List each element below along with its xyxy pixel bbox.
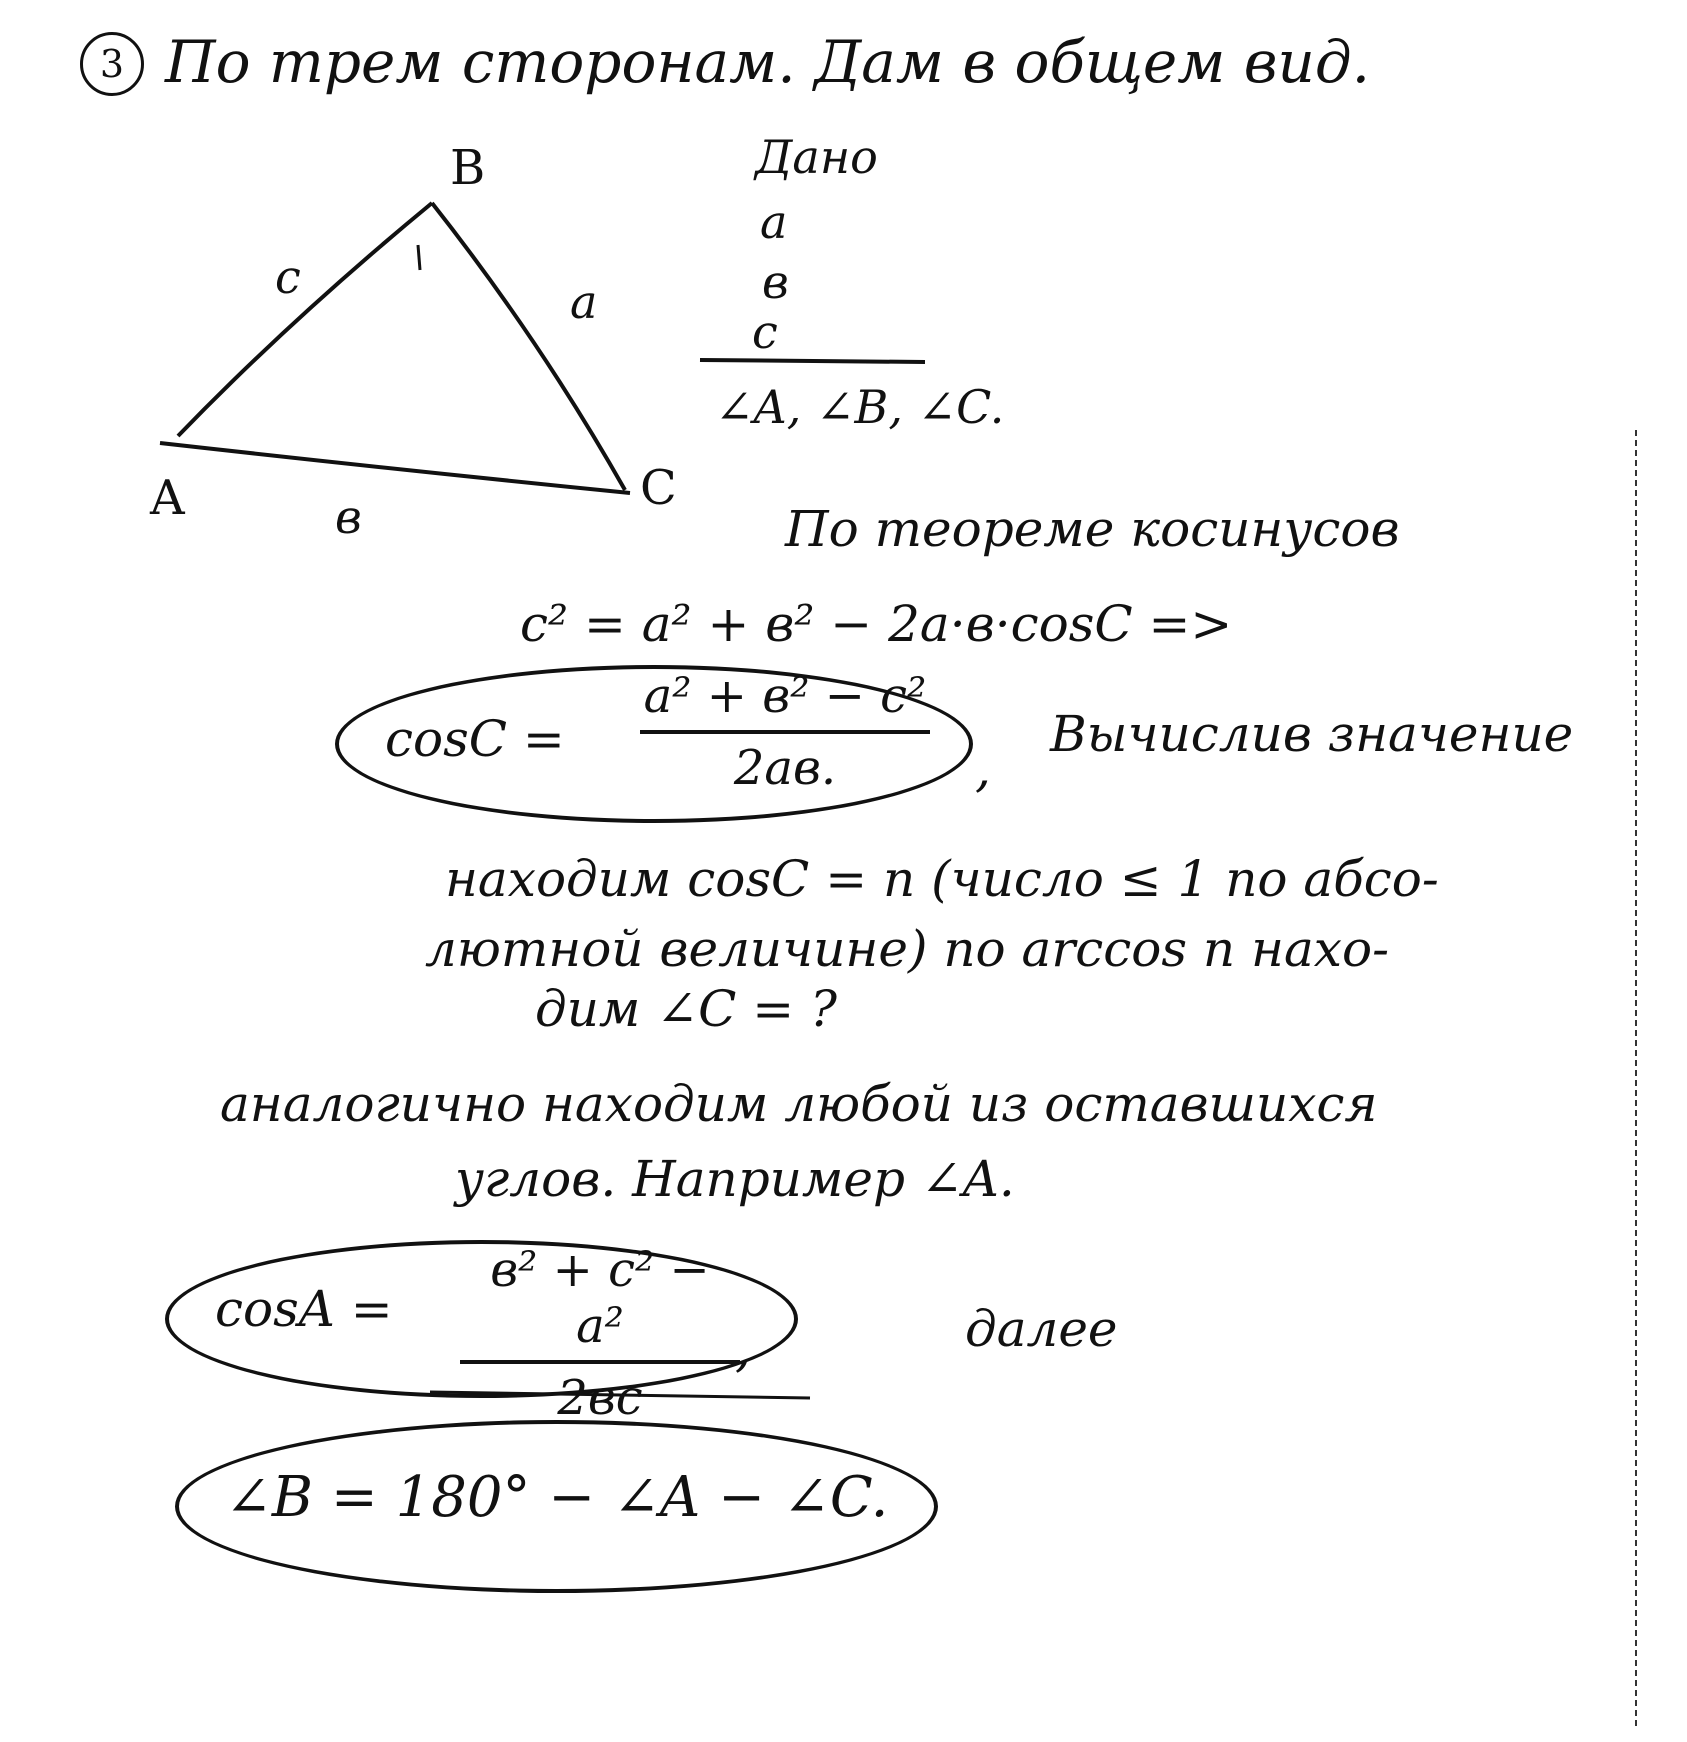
formula-c-numerator: a² + в² − c²	[643, 668, 927, 724]
text-after-c: Вычислив значение	[1050, 705, 1574, 763]
formula-a-denominator: 2вc	[557, 1370, 643, 1426]
vertex-a-label: A	[150, 470, 185, 526]
given-label: Дано	[755, 130, 878, 184]
angle-b-mark	[418, 245, 420, 270]
formula-a-fraction	[460, 1242, 740, 1426]
vertex-c-label: C	[640, 460, 677, 516]
paragraph-line-3: дим ∠C = ?	[535, 980, 837, 1038]
paragraph-line-2: лютной величине) по arccos n нахо-	[425, 920, 1389, 978]
problem-number: 3	[80, 32, 144, 96]
given-item-a: a	[760, 195, 788, 249]
formula-c-left: cosC =	[385, 710, 565, 768]
side-b-line	[160, 443, 630, 493]
theorem-title: По теореме косинусов	[785, 500, 1400, 558]
formula-c-fraction	[640, 668, 930, 796]
next-word: далее	[965, 1300, 1118, 1358]
page-edge-line	[1635, 430, 1637, 1730]
given-item-c: c	[752, 305, 778, 359]
side-b-label: в	[335, 490, 362, 544]
side-a-line	[432, 203, 625, 490]
fraction-bar	[640, 730, 930, 734]
analog-line-1: аналогично находим любой из оставшихся	[220, 1075, 1378, 1133]
side-a-label: a	[570, 275, 598, 329]
formula-c-denominator: 2aв.	[733, 740, 837, 796]
formula-a-suffix: ,	[735, 1320, 751, 1378]
side-c-line	[178, 203, 432, 436]
paragraph-line-1: находим cosC = n (число ≤ 1 по абсо-	[445, 850, 1439, 908]
formula-c-suffix: ,	[975, 740, 991, 798]
analog-line-2: углов. Например ∠A.	[455, 1150, 1015, 1208]
header-title: По трем сторонам. Дам в общем вид.	[165, 28, 1371, 96]
find-angles: ∠A, ∠B, ∠C.	[715, 380, 1005, 434]
fraction-bar	[460, 1360, 740, 1364]
formula-b: ∠B = 180° − ∠A − ∠C.	[225, 1465, 889, 1530]
side-c-label: c	[275, 250, 301, 304]
given-item-b: в	[762, 255, 789, 309]
formula-a-numerator: в² + c² − a²	[490, 1242, 710, 1354]
formula-a-left: cosA =	[215, 1280, 393, 1338]
vertex-b-label: B	[450, 140, 486, 196]
given-separator	[700, 360, 925, 362]
law-of-cosines: c² = a² + в² − 2a·в·cosC =>	[520, 595, 1233, 653]
